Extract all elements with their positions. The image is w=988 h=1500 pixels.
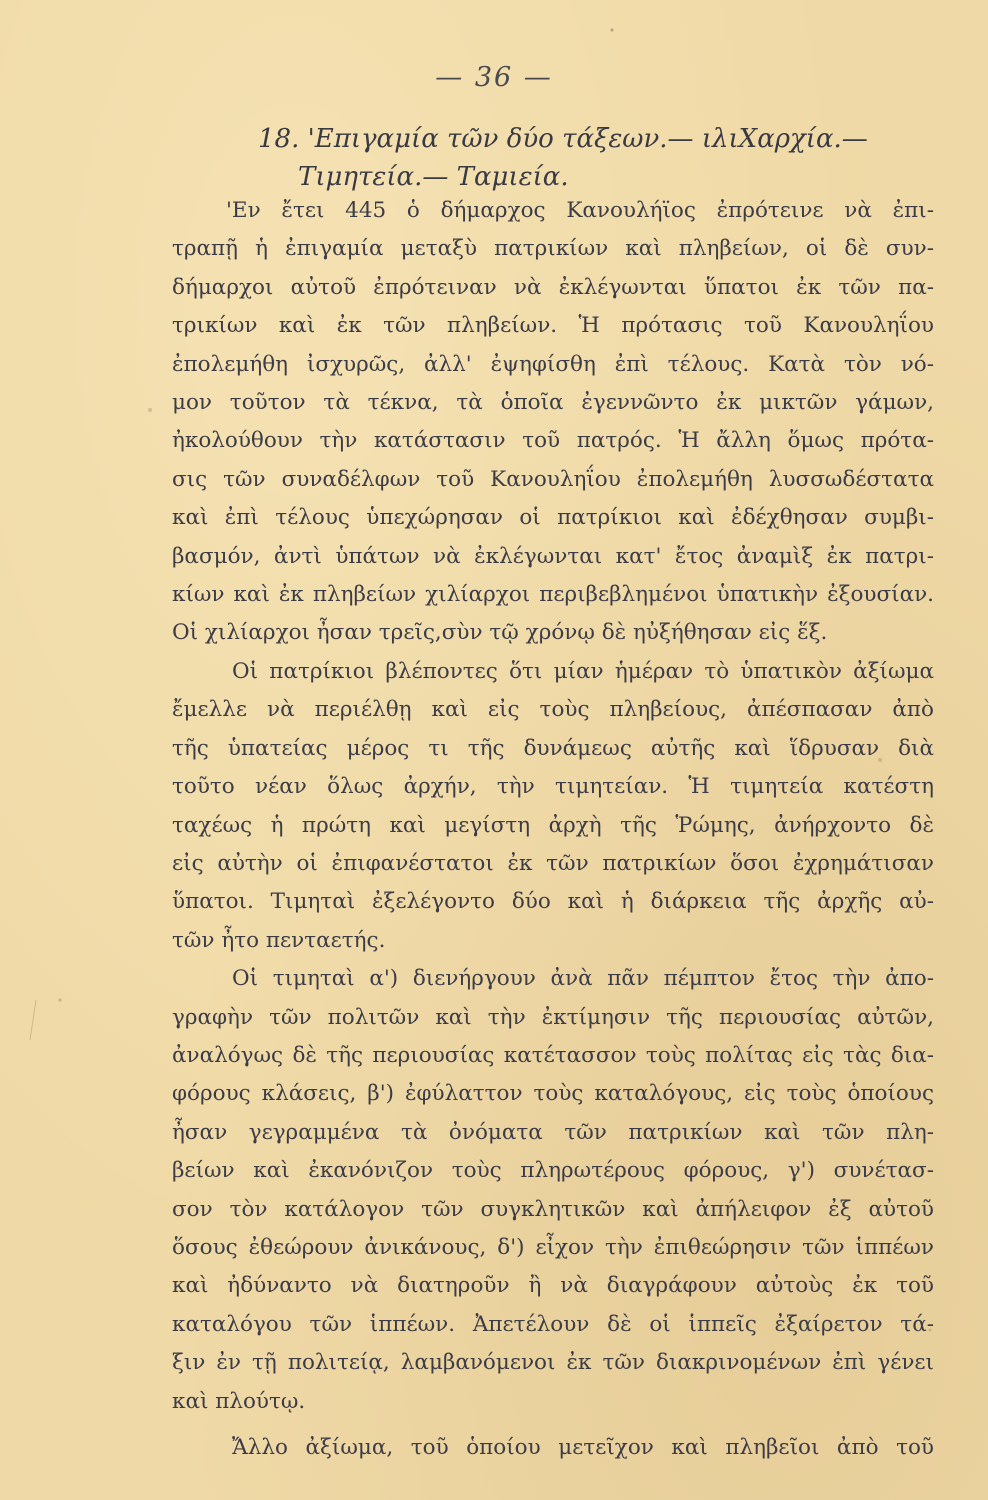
text-line: εἰς αὐτὴν οἱ ἐπιφανέστατοι ἐκ τῶν πατρικίων ὅσοι ἐχρημάτισαν bbox=[172, 850, 934, 876]
text-line: σις τῶν συναδέλφων τοῦ Κανουληΐου ἐπολεμήθη λυσσωδέστατα bbox=[172, 466, 934, 492]
text-line: δήμαρχοι αὐτοῦ ἐπρότειναν νὰ ἐκλέγωνται ὕπατοι ἐκ τῶν πα- bbox=[172, 274, 934, 300]
text-line: τῆς ὑπατείας μέρος τι τῆς δυνάμεως αὐτῆς καὶ ἵδρυσαν διὰ bbox=[172, 735, 934, 761]
text-line: κίων καὶ ἐκ πληβείων χιλίαρχοι περιβεβλημένοι ὑπατικὴν ἐξουσίαν. bbox=[172, 582, 934, 608]
text-line: ὕπατοι. Τιμηταὶ ἐξελέγοντο δύο καὶ ἡ διάρκεια τῆς ἀρχῆς αὐ- bbox=[172, 889, 934, 915]
text-line: ἦσαν γεγραμμένα τὰ ὀνόματα τῶν πατρικίων καὶ τῶν πλη- bbox=[172, 1119, 934, 1145]
text-line: βασμόν, ἀντὶ ὑπάτων νὰ ἐκλέγωνται κατ' ἔτος ἀναμὶξ ἐκ πατρι- bbox=[172, 543, 934, 569]
text-line: ξιν ἐν τῇ πολιτείᾳ, λαμβανόμενοι ἐκ τῶν διακρινομένων ἐπὶ γένει bbox=[172, 1350, 934, 1376]
text-line: Οἱ τιμηταὶ α') διενήργουν ἀνὰ πᾶν πέμπτον ἔτος τὴν ἀπο- bbox=[232, 966, 934, 992]
text-line: βείων καὶ ἐκανόνιζον τοὺς πληρωτέρους φόρους, γ') συνέτασ- bbox=[172, 1158, 934, 1184]
text-line: 'Εν ἔτει 445 ὁ δήμαρχος Κανουλήϊος ἐπρότεινε νὰ ἐπι- bbox=[226, 198, 934, 223]
text-line: καὶ ἐπὶ τέλους ὑπεχώρησαν οἱ πατρίκιοι καὶ ἐδέχθησαν συμβι- bbox=[172, 505, 934, 531]
text-line: Ἄλλο ἀξίωμα, τοῦ ὁποίου μετεῖχον καὶ πληβεῖοι ἀπὸ τοῦ bbox=[232, 1435, 934, 1460]
text-line: Οἱ χιλίαρχοι ἦσαν τρεῖς,σὺν τῷ χρόνῳ δὲ ηὐξήθησαν εἰς ἕξ. bbox=[172, 620, 828, 646]
text-line: καὶ πλούτῳ. bbox=[172, 1388, 306, 1414]
text-line: γραφὴν τῶν πολιτῶν καὶ τὴν ἐκτίμησιν τῆς περιουσίας αὐτῶν, bbox=[172, 1004, 934, 1030]
text-line: τῶν ἦτο πενταετής. bbox=[172, 927, 386, 953]
text-line: ἔμελλε νὰ περιέλθῃ καὶ εἰς τοὺς πληβείους, ἀπέσπασαν ἀπὸ bbox=[172, 697, 934, 723]
text-line: ἀναλόγως δὲ τῆς περιουσίας κατέτασσον τοὺς πολίτας εἰς τὰς δια- bbox=[172, 1042, 934, 1068]
text-line: τραπῇ ἡ ἐπιγαμία μεταξὺ πατρικίων καὶ πληβείων, οἱ δὲ συν- bbox=[172, 236, 934, 262]
text-line: ταχέως ἡ πρώτη καὶ μεγίστη ἀρχὴ τῆς Ῥώμης, ἀνήρχοντο δὲ bbox=[172, 812, 934, 838]
section-heading-line-2: Τιμητεία.— Ταμιεία. bbox=[298, 162, 569, 192]
text-line: ἠκολούθουν τὴν κατάστασιν τοῦ πατρός. Ἡ ἄλλη ὅμως πρότα- bbox=[172, 428, 934, 454]
text-line: φόρους κλάσεις, β') ἐφύλαττον τοὺς καταλόγους, εἰς τοὺς ὁποίους bbox=[172, 1081, 934, 1107]
text-line: καταλόγου τῶν ἱππέων. Ἀπετέλουν δὲ οἱ ἱππεῖς ἐξαίρετον τά- bbox=[172, 1311, 934, 1337]
text-line: καὶ ἠδύναντο νὰ διατηροῦν ἢ νὰ διαγράφουν αὐτοὺς ἐκ τοῦ bbox=[172, 1273, 934, 1299]
section-heading bbox=[258, 120, 898, 196]
text-line: τοῦτο νέαν ὅλως ἀρχήν, τὴν τιμητείαν. Ἡ τιμητεία κατέστη bbox=[172, 774, 934, 800]
body-text bbox=[172, 192, 934, 1467]
text-line: μον τοῦτον τὰ τέκνα, τὰ ὁποῖα ἐγεννῶντο ἐκ μικτῶν γάμων, bbox=[172, 390, 934, 416]
text-line: Οἱ πατρίκιοι βλέποντες ὅτι μίαν ἡμέραν τὸ ὑπατικὸν ἀξίωμα bbox=[232, 658, 934, 684]
text-line: σον τὸν κατάλογον τῶν συγκλητικῶν καὶ ἀπήλειφον ἐξ αὐτοῦ bbox=[172, 1196, 934, 1222]
section-heading-line-1: 18. 'Επιγαμία τῶν δύο τάξεων.— ιλιΧαρχία.— bbox=[258, 124, 868, 154]
page-number: — 36 — bbox=[435, 62, 553, 93]
text-line: ἐπολεμήθη ἰσχυρῶς, ἀλλ' ἐψηφίσθη ἐπὶ τέλους. Κατὰ τὸν νό- bbox=[172, 351, 934, 377]
text-line: τρικίων καὶ ἐκ τῶν πληβείων. Ἡ πρότασις τοῦ Κανουληΐου bbox=[172, 313, 934, 339]
text-line: ὅσους ἐθεώρουν ἀνικάνους, δ') εἶχον τὴν ἐπιθεώρησιν τῶν ἱππέων bbox=[172, 1234, 934, 1260]
